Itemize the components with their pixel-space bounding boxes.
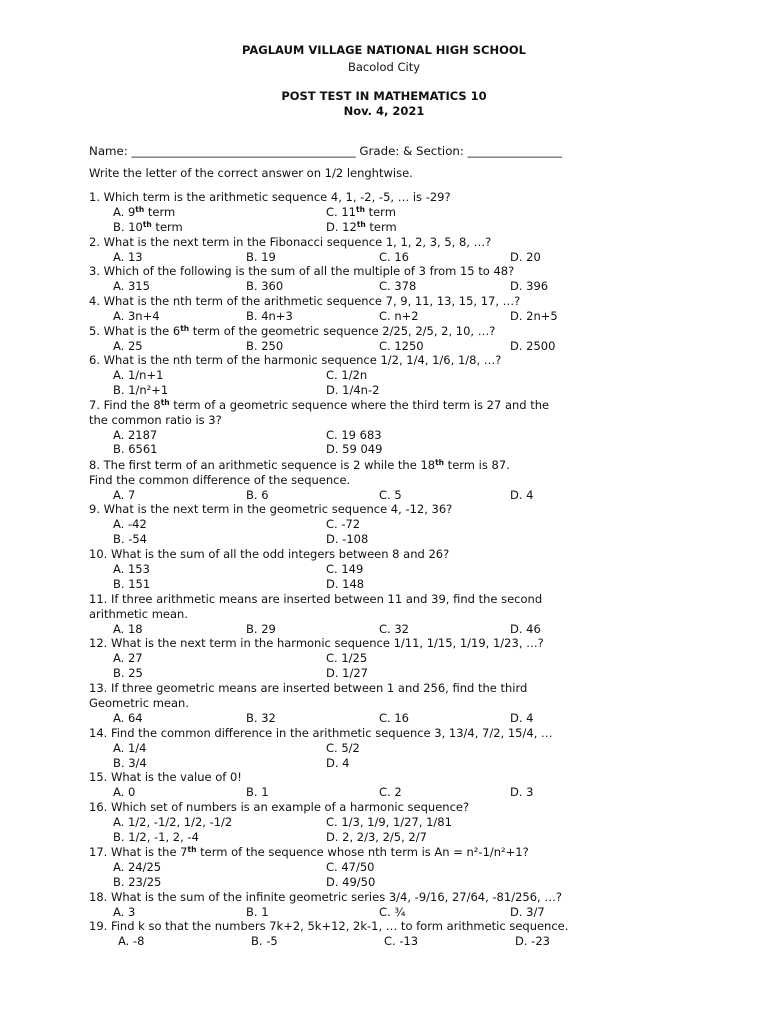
choice-7-d-text: D. 59 049 [326,442,383,457]
test-title: POST TEST IN MATHEMATICS 10 [281,89,487,103]
choice-5-a-text: A. 25 [113,338,143,353]
choice-19-c [384,934,418,948]
choice-18-a [113,905,135,919]
choice-13-b [246,711,276,725]
question-5-text-end: term of the geometric sequence 2/25, 2/5, 2, 10, …? [189,324,496,338]
choice-19-c-text: C. -13 [384,933,419,948]
choice-15-d [510,785,533,799]
choice-12-c-text: C. 1/25 [326,650,368,665]
question-13: 13. If three geometric means are inserted between 1 and 256, find the third [89,681,528,695]
choice-3-a-text: A. 315 [113,278,150,293]
choice-19-b [251,934,278,948]
school-name: PAGLAUM VILLAGE NATIONAL HIGH SCHOOL [242,43,526,57]
choice-9-c-text: C. -72 [326,516,361,531]
choice-1-b-text-end: term [151,219,183,234]
choice-14-a [113,741,146,755]
question-8-text: 8. The first term of an arithmetic sequence is 2 while the 18 [89,458,436,472]
choice-2-d-text: D. 20 [510,249,541,264]
choice-4-b-text: B. 4n+3 [246,308,293,323]
choice-16-c-text: C. 1/3, 1/9, 1/27, 1/81 [326,814,452,829]
choice-2-b [246,250,276,264]
choice-18-c [379,905,406,919]
question-5 [89,324,495,338]
choice-14-b [113,756,147,770]
choice-3-a [113,279,150,293]
choice-13-a-text: A. 64 [113,710,143,725]
choice-8-c [379,488,402,502]
choice-1-a-text-end: term [144,204,176,219]
choice-1-d-text: D. 12 [326,219,357,234]
question-4: 4. What is the nth term of the arithmetic sequence 7, 9, 11, 13, 15, 17, …? [89,294,521,308]
choice-13-c-text: C. 16 [379,710,409,725]
question-10: 10. What is the sum of all the odd integers between 8 and 26? [89,547,450,561]
choice-2-a [113,250,143,264]
choice-10-d [326,577,364,591]
choice-17-b [113,875,161,889]
choice-12-c [326,651,367,665]
choice-12-d-text: D. 1/27 [326,665,368,680]
question-14: 14. Find the common difference in the arithmetic sequence 3, 13/4, 7/2, 15/4, … [89,726,553,740]
choice-19-d-text: D. -23 [515,933,550,948]
choice-7-b-text: B. 6561 [113,442,158,457]
choice-8-c-text: C. 5 [379,487,402,502]
choice-11-a-text: A. 18 [113,621,143,636]
choice-4-d [510,309,558,323]
choice-14-d [326,756,349,770]
instructions: Write the letter of the correct answer on 1/2 lenghtwise. [89,166,413,180]
choice-12-a-text: A. 27 [113,650,143,665]
choice-9-d-text: D. -108 [326,531,369,546]
choice-3-b [246,279,283,293]
choice-14-b-text: B. 3/4 [113,755,147,770]
choice-12-b-text: B. 25 [113,665,143,680]
question-8-cont: Find the common difference of the sequence. [89,472,351,487]
choice-13-d [510,711,533,725]
choice-4-b [246,309,293,323]
choice-16-d-text: D. 2, 2/3, 2/5, 2/7 [326,829,427,844]
choice-9-d [326,532,368,546]
choice-17-a [113,860,161,874]
choice-6-a [113,368,163,382]
choice-11-c-text: C. 32 [379,621,409,636]
choice-8-a-text: A. 7 [113,487,136,502]
question-11: 11. If three arithmetic means are inserted between 11 and 39, find the second [89,592,543,606]
choice-11-d-text: D. 46 [510,621,541,636]
choice-7-c [326,428,382,442]
choice-19-b-text: B. -5 [251,933,278,948]
question-12: 12. What is the next term in the harmonic sequence 1/11, 1/15, 1/19, 1/23, …? [89,636,544,650]
question-15: 15. What is the value of 0! [89,770,242,784]
choice-2-d [510,250,541,264]
choice-3-d [510,279,548,293]
choice-5-c-text: C. 1250 [379,338,424,353]
choice-9-c [326,517,360,531]
choice-1-c [326,205,396,219]
choice-13-d-text: D. 4 [510,710,534,725]
choice-16-b [113,830,199,844]
choice-14-c [326,741,360,755]
choice-18-d [510,905,545,919]
choice-11-b [246,622,276,636]
question-17-text-end: term of the sequence whose nth term is An = n²-1/n²+1? [196,845,529,859]
choice-18-b-text: B. 1 [246,904,269,919]
choice-17-a-text: A. 24/25 [113,859,162,874]
choice-16-a [113,815,232,829]
choice-5-b-text: B. 250 [246,338,284,353]
question-1: 1. Which term is the arithmetic sequence 4, 1, -2, -5, … is -29? [89,190,451,204]
choice-19-d [515,934,550,948]
choice-16-b-text: B. 1/2, -1, 2, -4 [113,829,199,844]
choice-6-d-text: D. 1/4n-2 [326,382,380,397]
choice-9-b-text: B. -54 [113,531,147,546]
choice-11-b-text: B. 29 [246,621,276,636]
choice-8-a [113,488,135,502]
question-7-text-end: term of a geometric sequence where the third term is 27 and the [169,398,550,412]
choice-7-d [326,442,382,456]
choice-4-a-text: A. 3n+4 [113,308,160,323]
choice-5-c [379,339,424,353]
choice-7-a-text: A. 2187 [113,427,158,442]
choice-3-b-text: B. 360 [246,278,284,293]
choice-1-a-text: A. 9 [113,204,136,219]
choice-2-c [379,250,409,264]
choice-13-a [113,711,143,725]
question-7 [89,398,549,412]
choice-1-b-text: B. 10 [113,219,143,234]
choice-7-c-text: C. 19 683 [326,427,382,442]
ordinal-superscript: th [187,845,197,854]
question-11-cont: arithmetic mean. [89,606,188,621]
choice-9-b [113,532,147,546]
ordinal-superscript: th [135,204,145,214]
choice-5-b [246,339,283,353]
choice-5-d-text: D. 2500 [510,338,556,353]
choice-18-b [246,905,269,919]
choice-15-c-text: C. 2 [379,784,402,799]
choice-16-c [326,815,452,829]
choice-6-c-text: C. 1/2n [326,367,368,382]
choice-1-d [326,220,397,234]
choice-16-d [326,830,427,844]
choice-15-a [113,785,135,799]
ordinal-superscript: th [356,219,366,229]
question-9: 9. What is the next term in the geometric sequence 4, -12, 36? [89,502,453,516]
question-8 [89,458,510,472]
choice-16-a-text: A. 1/2, -1/2, 1/2, -1/2 [113,814,233,829]
ordinal-superscript: th [435,458,445,467]
choice-19-a [118,934,144,948]
choice-17-d [326,875,375,889]
choice-6-b-text: B. 1/n²+1 [113,382,169,397]
question-17-text: 17. What is the 7 [89,845,188,859]
choice-3-c-text: C. 378 [379,278,417,293]
choice-14-d-text: D. 4 [326,755,350,770]
choice-4-d-text: D. 2n+5 [510,308,558,323]
choice-9-a [113,517,147,531]
question-17 [89,845,529,859]
choice-1-a [113,205,175,219]
choice-18-d-text: D. 3/7 [510,904,545,919]
choice-8-d [510,488,533,502]
choice-8-b-text: B. 6 [246,487,269,502]
choice-7-a [113,428,157,442]
city-name: Bacolod City [347,60,421,74]
choice-10-b [113,577,150,591]
choice-2-c-text: C. 16 [379,249,409,264]
choice-19-a-text: A. -8 [118,933,145,948]
choice-17-c [326,860,374,874]
choice-1-c-text-end: term [364,204,396,219]
question-13-cont: Geometric mean. [89,695,189,710]
choice-2-a-text: A. 13 [113,249,143,264]
choice-6-c [326,368,367,382]
choice-5-d [510,339,555,353]
choice-10-b-text: B. 151 [113,576,151,591]
question-7-cont: the common ratio is 3? [89,412,222,427]
choice-4-a [113,309,160,323]
ordinal-superscript: th [142,219,152,229]
question-16: 16. Which set of numbers is an example of a harmonic sequence? [89,800,470,814]
question-7-text: 7. Find the 8 [89,398,161,412]
choice-1-b [113,220,183,234]
choice-5-a [113,339,143,353]
question-5-text: 5. What is the 6 [89,324,181,338]
choice-13-c [379,711,409,725]
choice-2-b-text: B. 19 [246,249,276,264]
choice-15-a-text: A. 0 [113,784,136,799]
choice-17-d-text: D. 49/50 [326,874,376,889]
question-2: 2. What is the next term in the Fibonacci sequence 1, 1, 2, 3, 5, 8, …? [89,235,492,249]
choice-1-c-text: C. 11 [326,204,356,219]
choice-6-b [113,383,168,397]
choice-10-c [326,562,363,576]
choice-10-a-text: A. 153 [113,561,150,576]
choice-12-a [113,651,143,665]
choice-8-b [246,488,269,502]
choice-10-c-text: C. 149 [326,561,364,576]
question-19: 19. Find k so that the numbers 7k+2, 5k+12, 2k-1, … to form arithmetic sequence. [89,919,569,933]
choice-11-a [113,622,143,636]
choice-10-d-text: D. 148 [326,576,365,591]
question-8-text-end: term is 87. [444,458,510,472]
choice-15-d-text: D. 3 [510,784,534,799]
choice-13-b-text: B. 32 [246,710,276,725]
choice-15-b [246,785,269,799]
ordinal-superscript: th [160,398,170,407]
choice-18-a-text: A. 3 [113,904,136,919]
choice-6-a-text: A. 1/n+1 [113,367,164,382]
choice-10-a [113,562,150,576]
choice-4-c [379,309,419,323]
choice-17-b-text: B. 23/25 [113,874,162,889]
choice-14-c-text: C. 5/2 [326,740,360,755]
question-6: 6. What is the nth term of the harmonic sequence 1/2, 1/4, 1/6, 1/8, …? [89,353,502,367]
choice-15-b-text: B. 1 [246,784,269,799]
test-date: Nov. 4, 2021 [343,104,425,118]
ordinal-superscript: th [180,324,190,333]
question-18: 18. What is the sum of the infinite geometric series 3/4, -9/16, 27/64, -81/256, …? [89,890,562,904]
choice-18-c-text: C. ¾ [379,904,406,919]
choice-12-b [113,666,143,680]
choice-8-d-text: D. 4 [510,487,534,502]
question-3: 3. Which of the following is the sum of all the multiple of 3 from 15 to 48? [89,264,515,278]
choice-11-c [379,622,409,636]
choice-17-c-text: C. 47/50 [326,859,375,874]
choice-4-c-text: C. n+2 [379,308,419,323]
name-grade-section-line: Name: ______________________________________ Grade: & Section: ________________ [89,144,562,158]
choice-15-c [379,785,402,799]
choice-3-d-text: D. 396 [510,278,549,293]
choice-1-d-text-end: term [365,219,397,234]
choice-14-a-text: A. 1/4 [113,740,147,755]
choice-9-a-text: A. -42 [113,516,147,531]
choice-11-d [510,622,541,636]
choice-3-c [379,279,416,293]
ordinal-superscript: th [355,204,365,214]
choice-12-d [326,666,368,680]
choice-6-d [326,383,379,397]
choice-7-b [113,442,157,456]
